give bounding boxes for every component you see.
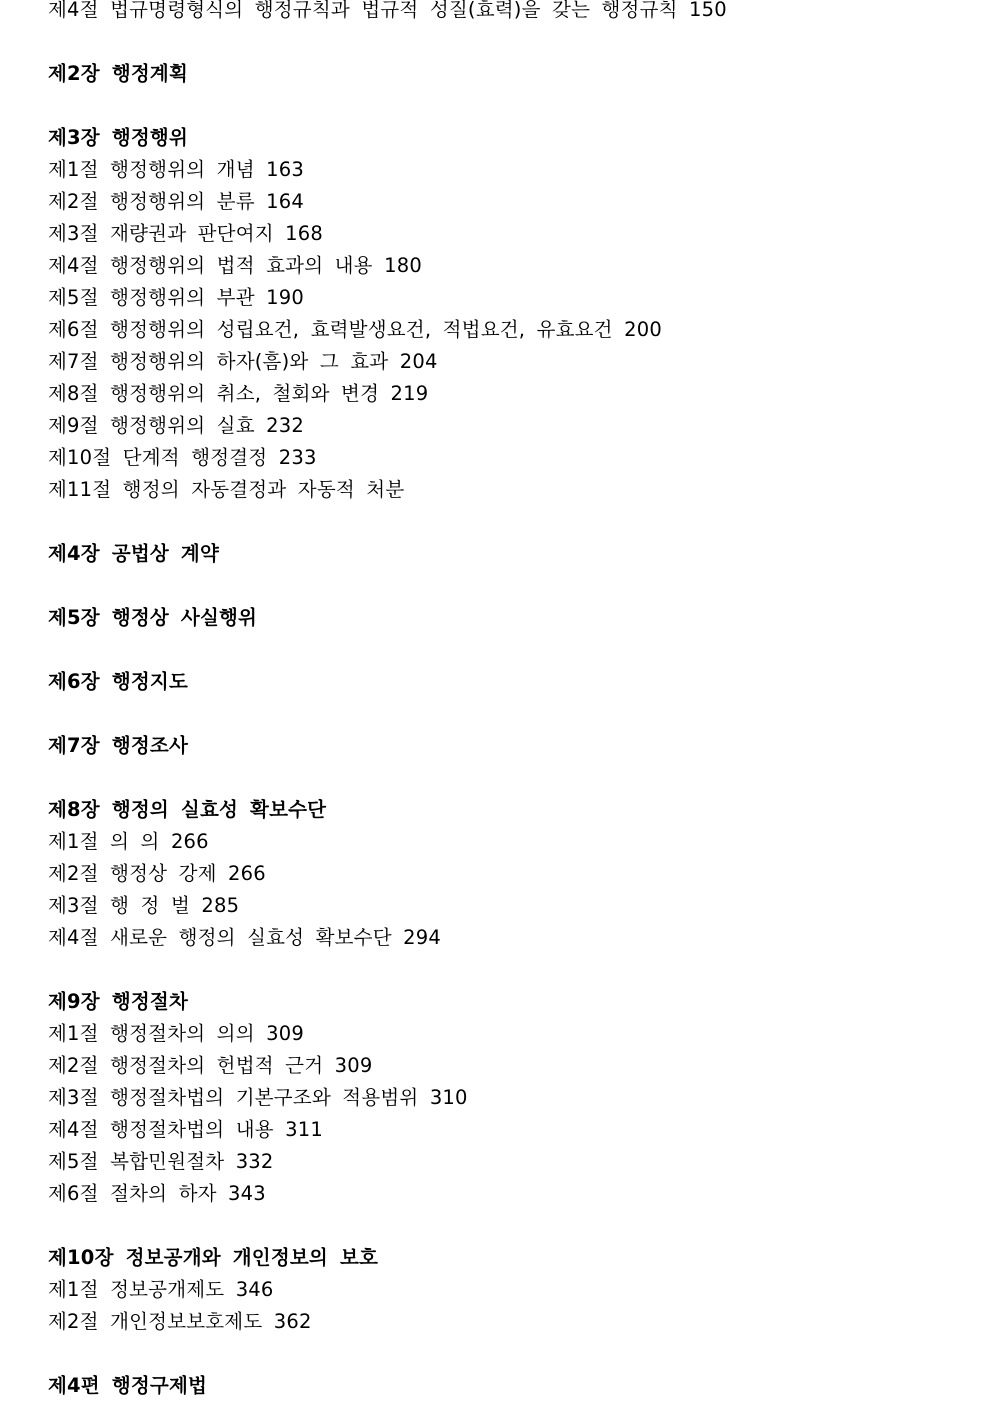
blank-line	[48, 506, 968, 538]
chapter-heading: 제10장 정보공개와 개인정보의 보호	[48, 1246, 379, 1269]
blank-line	[48, 954, 968, 986]
chapter-heading: 제8장 행정의 실효성 확보수단	[48, 798, 327, 821]
blank-line	[48, 1210, 968, 1242]
table-of-contents	[48, 0, 968, 1402]
section-entry: 제1절 의 의 266	[48, 830, 209, 853]
blank-line	[48, 762, 968, 794]
section-entry: 제4절 새로운 행정의 실효성 확보수단 294	[48, 926, 441, 949]
section-entry: 제5절 복합민원절차 332	[48, 1150, 274, 1173]
chapter-heading: 제7장 행정조사	[48, 734, 188, 757]
section-entry: 제3절 행 정 벌 285	[48, 894, 240, 917]
blank-line	[48, 698, 968, 730]
blank-line	[48, 26, 968, 58]
chapter-heading: 제4편 행정구제법	[48, 1374, 208, 1397]
blank-line	[48, 1338, 968, 1370]
section-entry: 제4절 행정절차법의 내용 311	[48, 1118, 323, 1141]
blank-line	[48, 90, 968, 122]
section-entry: 제3절 행정절차법의 기본구조와 적용범위 310	[48, 1086, 468, 1109]
chapter-heading: 제5장 행정상 사실행위	[48, 606, 258, 629]
chapter-heading: 제3장 행정행위	[48, 126, 188, 149]
section-entry: 제10절 단계적 행정결정 233	[48, 446, 317, 469]
section-entry: 제1절 행정절차의 의의 309	[48, 1022, 304, 1045]
section-entry: 제2절 행정상 강제 266	[48, 862, 266, 885]
section-entry: 제11절 행정의 자동결정과 자동적 처분	[48, 478, 405, 501]
section-entry: 제4절 법규명령형식의 행정규칙과 법규적 성질(효력)을 갖는 행정규칙 150	[48, 0, 727, 21]
section-entry: 제6절 절차의 하자 343	[48, 1182, 266, 1205]
section-entry: 제1절 행정행위의 개념 163	[48, 158, 304, 181]
section-entry: 제4절 행정행위의 법적 효과의 내용 180	[48, 254, 422, 277]
chapter-heading: 제6장 행정지도	[48, 670, 188, 693]
section-entry: 제8절 행정행위의 취소, 철회와 변경 219	[48, 382, 429, 405]
chapter-heading: 제4장 공법상 계약	[48, 542, 220, 565]
section-entry: 제7절 행정행위의 하자(흠)와 그 효과 204	[48, 350, 438, 373]
section-entry: 제6절 행정행위의 성립요건, 효력발생요건, 적법요건, 유효요건 200	[48, 318, 662, 341]
section-entry: 제2절 행정행위의 분류 164	[48, 190, 304, 213]
chapter-heading: 제9장 행정절차	[48, 990, 188, 1013]
section-entry: 제5절 행정행위의 부관 190	[48, 286, 304, 309]
blank-line	[48, 634, 968, 666]
blank-line	[48, 570, 968, 602]
section-entry: 제2절 행정절차의 헌법적 근거 309	[48, 1054, 373, 1077]
section-entry: 제1절 정보공개제도 346	[48, 1278, 274, 1301]
section-entry: 제3절 재량권과 판단여지 168	[48, 222, 323, 245]
chapter-heading: 제2장 행정계획	[48, 62, 188, 85]
section-entry: 제9절 행정행위의 실효 232	[48, 414, 304, 437]
section-entry: 제2절 개인정보보호제도 362	[48, 1310, 312, 1333]
